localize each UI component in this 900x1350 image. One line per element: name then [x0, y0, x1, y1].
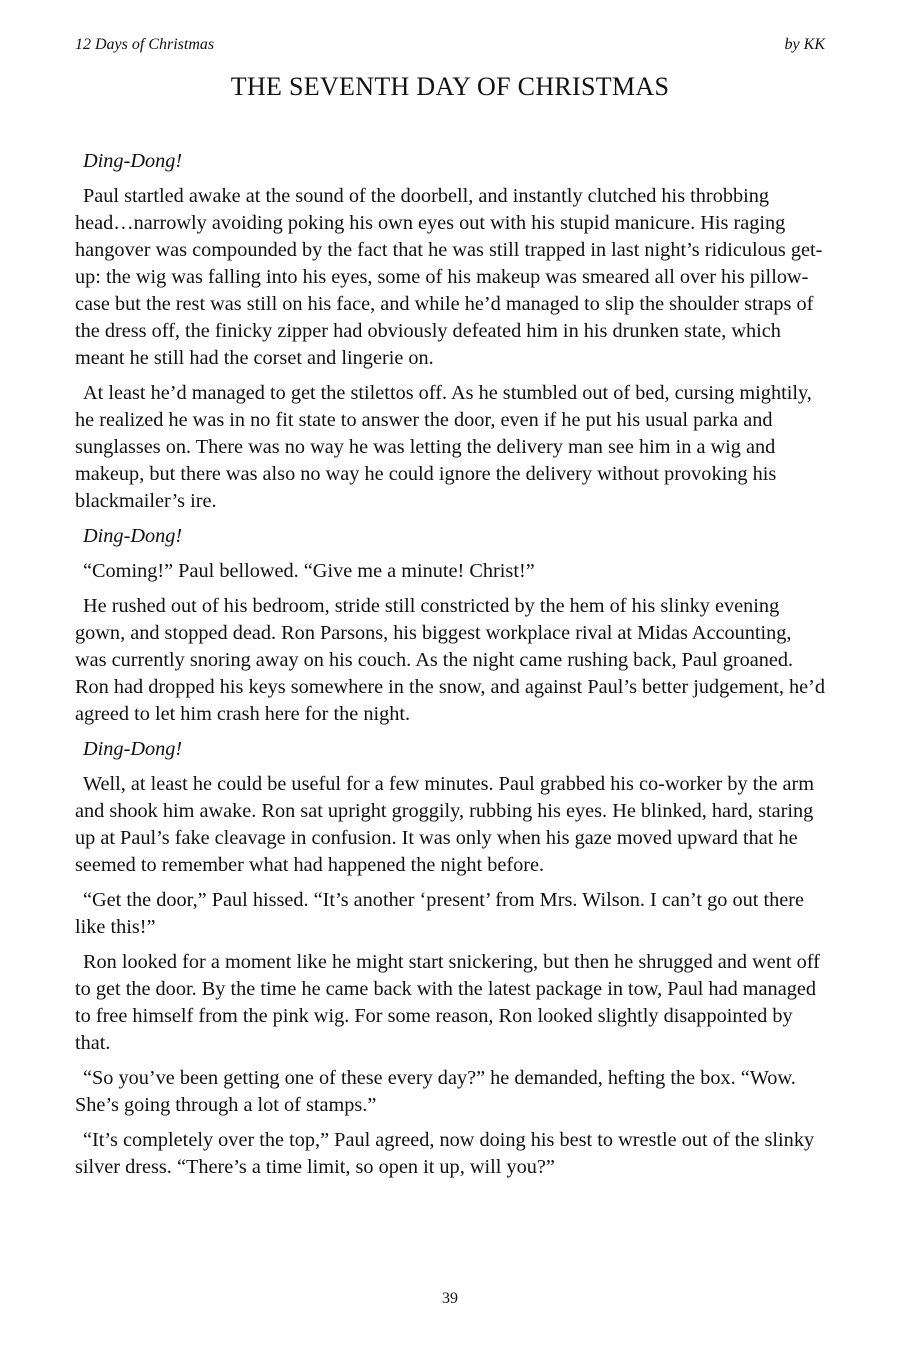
- body-text: [75, 148, 827, 1189]
- page-number: 39: [442, 1290, 458, 1307]
- paragraph: Well, at least he could be useful for a few minutes. Paul grabbed his co-worker by the arm and shook him awake. Ron sat upright groggily, rubbing his eyes. He blinked, hard, staring up at Paul’s fake cleavage in confusion. It was only when his gaze moved upward that he seemed to remember what had happened the night before.: [75, 773, 815, 876]
- paragraph-dialogue: “So you’ve been getting one of these every day?” he demanded, hefting the box. “Wow. She’s going through a lot of stamps.”: [75, 1067, 796, 1116]
- author-byline: by KK: [784, 36, 825, 53]
- paragraph-dialogue: “Coming!” Paul bellowed. “Give me a minute! Christ!”: [83, 560, 535, 582]
- paragraph-dialogue: “It’s completely over the top,” Paul agreed, now doing his best to wrestle out of the slinky silver dress. “There’s a time limit, so open it up, will you?”: [75, 1129, 815, 1178]
- running-head: [75, 36, 825, 54]
- paragraph-sound-effect: Ding-Dong!: [83, 150, 183, 172]
- chapter-title: THE SEVENTH DAY OF CHRISTMAS: [230, 72, 670, 101]
- paragraph: He rushed out of his bedroom, stride still constricted by the hem of his slinky evening gown, and stopped dead. Ron Parsons, his biggest workplace rival at Midas Accounting, was currently snoring away on his couch. As the night came rushing back, Paul groaned. Ron had dropped his keys somewhere in the snow, and against Paul’s better judgement, he’d agreed to let him crash here for the night.: [75, 595, 826, 725]
- paragraph-sound-effect: Ding-Dong!: [83, 738, 183, 760]
- paragraph: Ron looked for a moment like he might start snickering, but then he shrugged and went off to get the door. By the time he came back with the latest package in tow, Paul had managed to free himself from the pink wig. For some reason, Ron looked slightly disappointed by that.: [75, 951, 820, 1054]
- paragraph: Paul startled awake at the sound of the doorbell, and instantly clutched his throbbing head…narrowly avoiding poking his own eyes out with his stupid manicure. His raging hangover was compounded by the fact that he was still trapped in last night’s ridiculous get-up: the wig was falling into his eyes, some of his makeup was smeared all over his pillow-case but the rest was still on his face, and while he’d managed to slip the shoulder straps of the dress off, the finicky zipper had obviously defeated him in his drunken state, which meant he still had the corset and lingerie on.: [75, 185, 823, 369]
- paragraph-sound-effect: Ding-Dong!: [83, 525, 183, 547]
- book-title: 12 Days of Christmas: [75, 36, 215, 53]
- paragraph: At least he’d managed to get the stilettos off. As he stumbled out of bed, cursing mightily, he realized he was in no fit state to answer the door, even if he put his usual parka and sunglasses on. There was no way he was letting the delivery man see him in a wig and makeup, but there was also no way he could ignore the delivery without provoking his blackmailer’s ire.: [75, 382, 812, 512]
- paragraph-dialogue: “Get the door,” Paul hissed. “It’s another ‘present’ from Mrs. Wilson. I can’t go out there like this!”: [75, 889, 804, 938]
